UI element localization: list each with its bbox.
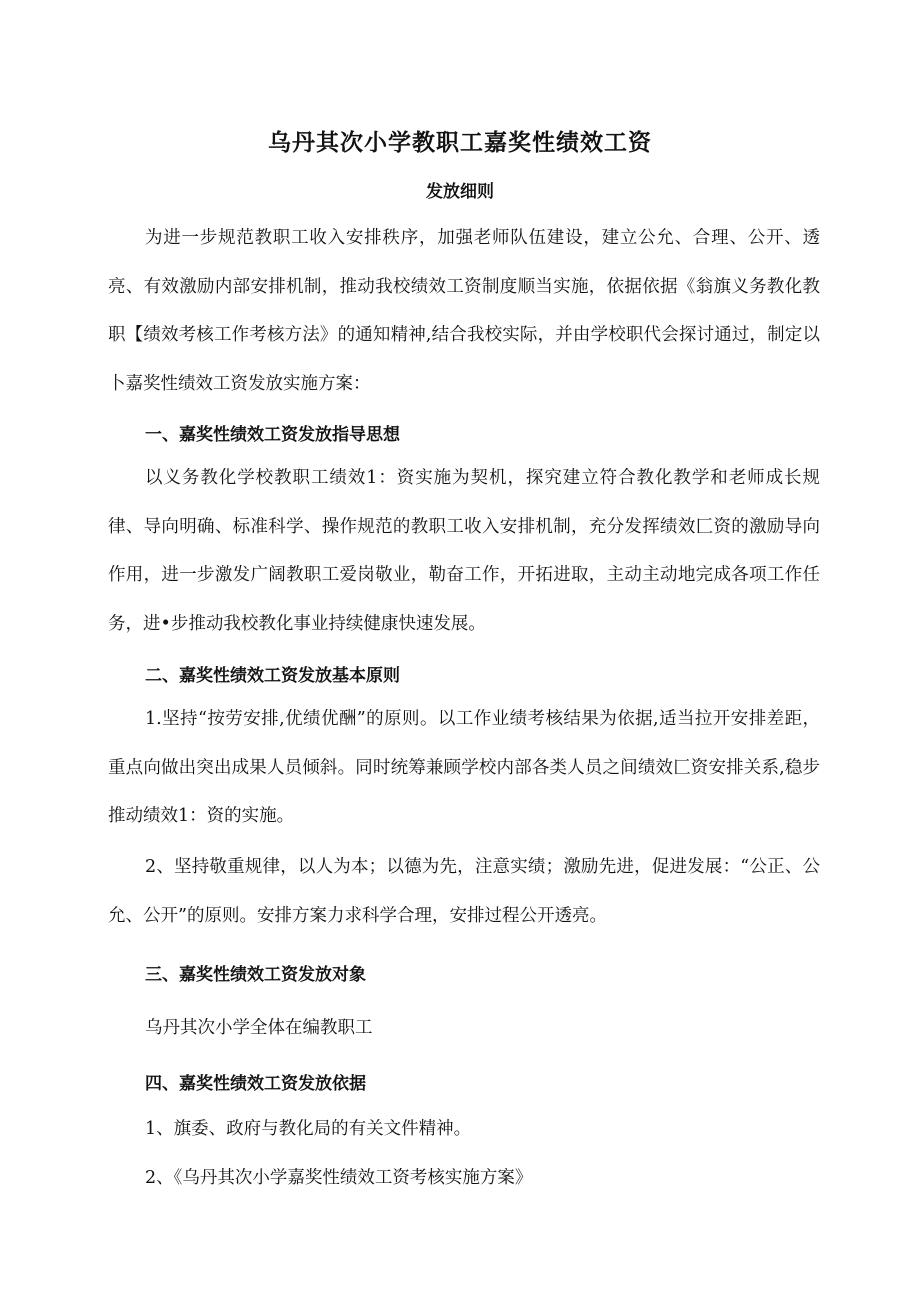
section-1-heading: 一、嘉奖性绩效工资发放指导思想 bbox=[145, 425, 400, 445]
document-subtitle: 发放细则 bbox=[426, 182, 494, 202]
section-4-heading: 四、嘉奖性绩效工资发放依据 bbox=[145, 1074, 366, 1094]
section-3-body: 乌丹其次小学全体在编教职工 bbox=[145, 1018, 373, 1038]
intro-paragraph: 为进一步规范教职工收入安排秩序，加强老师队伍建设，建立公允、合理、公开、透亮、有效激励内部安排机制，推动我校绩效工资制度顺当实施，依据依据《翁旗义务教化教职【绩效考核工作考核方法》的通知精神,结合我校实际，并由学校职代会探讨通过，制定以卜嘉奖性绩效工资发放实施方案： bbox=[108, 228, 820, 394]
section-4-item-2: 2、《乌丹其次小学嘉奖性绩效工资考核实施方案》 bbox=[145, 1168, 533, 1188]
section-1-body: 以义务教化学校教职工绩效1：资实施为契机，探究建立符合教化教学和老师成长规律、导向明确、标准科学、操作规范的教职工收入安排机制，充分发挥绩效匚资的激励导向作用，进一步激发广阔教职工爱岗敬业，勒奋工作，开拓进取，主动主动地完成各项工作任务，进•步推动我校教化事业持续健康快速发展。 bbox=[108, 468, 820, 634]
section-2-item-2: 2、坚持敬重规律，以人为本；以德为先，注意实绩；激励先进，促进发展：“公正、公允、公开”的原则。安排方案力求科学合理，安排过程公开透亮。 bbox=[108, 857, 820, 926]
document-title: 乌丹其次小学教职工嘉奖性绩效工资 bbox=[268, 130, 652, 156]
section-4-item-1: 1、旗委、政府与教化局的有关文件精神。 bbox=[145, 1119, 472, 1139]
section-3-heading: 三、嘉奖性绩效工资发放对象 bbox=[145, 965, 366, 985]
section-2-item-1: 1.坚持“按劳安排,优绩优酬”的原则。以工作业绩考核结果为依据,适当拉开安排差距，重点向做出突出成果人员倾斜。同时统筹兼顾学校内部各类人员之间绩效匚资安排关系,稳步推动绩效1：资的实施。 bbox=[108, 709, 820, 826]
section-2-heading: 二、嘉奖性绩效工资发放基本原则 bbox=[145, 666, 400, 686]
